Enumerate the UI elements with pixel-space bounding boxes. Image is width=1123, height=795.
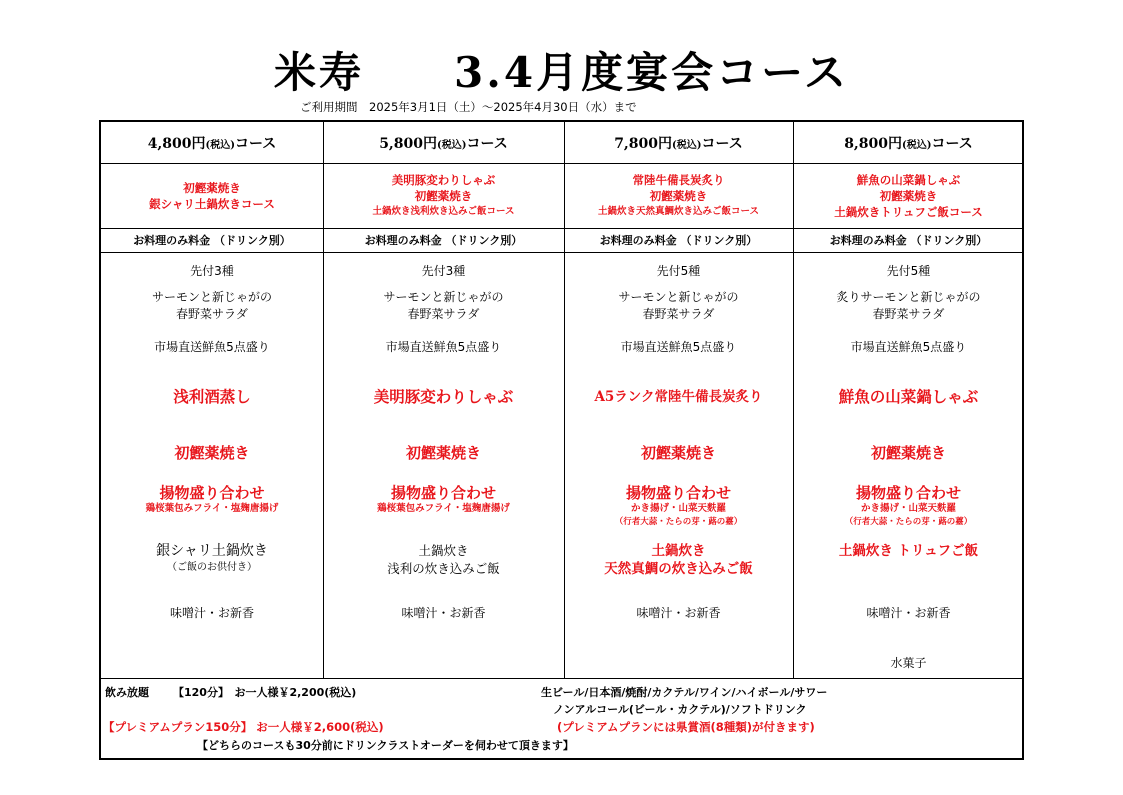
highlight-line: 土鍋炊き浅利炊き込みご飯コース	[372, 206, 515, 217]
menu-main-dish: 浅利酒蒸し	[173, 387, 251, 406]
course-title	[323, 122, 564, 164]
price-note: お料理のみ料金 （ドリンク別）	[133, 234, 291, 247]
drink-list-line-1: 生ビール/日本酒/焼酎/カクテル/ワイン/ハイボール/サワー	[541, 686, 828, 699]
course-column	[101, 122, 323, 678]
highlight-line: 初鰹薬焼き	[879, 189, 938, 203]
menu-salad	[101, 289, 323, 323]
menu-main-dish: A5ランク常陸牛備長炭炙り	[594, 389, 763, 405]
course-price: 7,800円	[614, 136, 673, 152]
menu-sashimi: 市場直送鮮魚5点盛り	[850, 340, 967, 354]
menu-salad	[564, 289, 793, 323]
menu-rice	[793, 542, 1024, 560]
menu-miso: 味噌汁・お新香	[401, 606, 486, 620]
menu-main-dish: 美明豚変わりしゃぶ	[373, 387, 514, 406]
menu-fried	[564, 484, 793, 528]
drink-list-line-2: ノンアルコール(ビール・カクテル)/ソフトドリンク	[553, 703, 807, 716]
premium-plan-note: (プレミアムプランには県賞酒(8種類)が付きます)	[557, 720, 815, 734]
menu-starter: 先付3種	[421, 264, 466, 278]
fried-detail: （行者大蒜・たらの芽・蕗の薹）	[614, 517, 743, 527]
course-price: 4,800円	[147, 136, 206, 152]
highlight-line: 常陸牛備長炭炙り	[632, 173, 725, 187]
drink-plan-section	[101, 678, 1022, 758]
highlight-line: 銀シャリ土鍋炊きコース	[149, 197, 275, 211]
price-note: お料理のみ料金 （ドリンク別）	[599, 234, 758, 247]
course-price: 5,800円	[379, 136, 438, 152]
price-note: お料理のみ料金 （ドリンク別）	[364, 234, 523, 247]
salad-line: 炙りサーモンと新じゃがの	[836, 290, 981, 304]
tax-label: (税込)	[437, 140, 467, 151]
fried-detail: かき揚げ・山菜天麩羅	[860, 503, 956, 514]
rice-line: 土鍋炊き	[651, 543, 706, 559]
course-highlights	[564, 164, 793, 228]
menu-miso: 味噌汁・お新香	[169, 606, 254, 620]
page-title: 米寿 3.4月度宴会コース	[274, 48, 849, 97]
tax-label: (税込)	[672, 140, 702, 151]
menu-fried	[793, 484, 1024, 528]
course-column	[323, 122, 564, 678]
fried-title: 揚物盛り合わせ	[390, 484, 496, 502]
salad-line: サーモンと新じゃがの	[383, 290, 504, 304]
menu-bonito: 初鰹薬焼き	[640, 444, 716, 462]
highlight-line: 美明豚変わりしゃぶ	[391, 173, 496, 187]
course-title	[101, 122, 323, 164]
premium-drink-plan: 【プレミアムプラン150分】 お一人様￥2,600(税込)	[103, 720, 384, 734]
course-column	[793, 122, 1024, 678]
menu-fried	[323, 484, 564, 516]
course-highlights	[323, 164, 564, 228]
menu-bonito: 初鰹薬焼き	[405, 444, 481, 462]
menu-starter: 先付5種	[656, 264, 701, 278]
menu-rice	[564, 542, 793, 578]
salad-line: サーモンと新じゃがの	[151, 290, 272, 304]
menu-sashimi: 市場直送鮮魚5点盛り	[385, 340, 502, 354]
last-order-note: 【どちらのコースも30分前にドリンクラストオーダーを伺わせて頂きます】	[197, 739, 574, 752]
salad-line: 春野菜サラダ	[872, 307, 945, 321]
course-suffix: コース	[931, 136, 973, 152]
salad-line: 春野菜サラダ	[176, 307, 248, 321]
fried-detail: 鶏桜葉包みフライ・塩麹唐揚げ	[145, 503, 279, 514]
menu-rice	[101, 542, 323, 575]
highlight-line: 初鰹薬焼き	[414, 189, 473, 203]
course-suffix: コース	[701, 136, 743, 152]
rice-line: （ご飯のお供付き）	[167, 562, 257, 573]
menu-miso: 味噌汁・お新香	[636, 606, 721, 620]
course-title	[793, 122, 1024, 164]
course-column	[564, 122, 793, 678]
rice-line: 銀シャリ土鍋炊き	[156, 543, 268, 559]
usage-period: ご利用期間 2025年3月1日（土）～2025年4月30日（水）まで	[300, 100, 637, 114]
menu-sashimi: 市場直送鮮魚5点盛り	[154, 340, 270, 354]
rice-line: 浅利の炊き込みご飯	[387, 561, 500, 576]
course-title	[564, 122, 793, 164]
tax-label: (税込)	[902, 140, 932, 151]
salad-line: 春野菜サラダ	[407, 307, 480, 321]
fried-title: 揚物盛り合わせ	[855, 484, 961, 502]
course-table	[99, 120, 1024, 760]
menu-rice	[323, 542, 564, 578]
highlight-line: 初鰹薬焼き	[183, 181, 241, 195]
menu-main-dish: 鮮魚の山菜鍋しゃぶ	[838, 387, 979, 406]
course-highlights	[101, 164, 323, 228]
drink-plan-label: 飲み放題	[105, 686, 149, 699]
menu-miso: 味噌汁・お新香	[866, 606, 951, 620]
fried-detail: （行者大蒜・たらの芽・蕗の薹）	[844, 517, 973, 527]
highlight-line: 土鍋炊き天然真鯛炊き込みご飯コース	[597, 206, 760, 217]
fried-title: 揚物盛り合わせ	[625, 484, 731, 502]
menu-starter: 先付5種	[886, 264, 931, 278]
rice-line: 天然真鯛の炊き込みご飯	[604, 561, 753, 577]
tax-label: (税込)	[205, 140, 235, 151]
rice-line: 土鍋炊き	[418, 543, 469, 558]
salad-line: 春野菜サラダ	[642, 307, 715, 321]
menu-sashimi: 市場直送鮮魚5点盛り	[620, 340, 737, 354]
course-price: 8,800円	[844, 136, 903, 152]
fried-detail: かき揚げ・山菜天麩羅	[630, 503, 726, 514]
fried-title: 揚物盛り合わせ	[159, 484, 265, 502]
menu-bonito: 初鰹薬焼き	[870, 444, 946, 462]
course-suffix: コース	[235, 136, 277, 152]
salad-line: サーモンと新じゃがの	[618, 290, 739, 304]
course-suffix: コース	[466, 136, 508, 152]
course-highlights	[793, 164, 1024, 228]
rice-line: 土鍋炊き トリュフご飯	[838, 543, 979, 559]
menu-sweets: 水菓子	[890, 656, 927, 670]
highlight-line: 土鍋炊きトリュフご飯コース	[834, 205, 983, 219]
price-note: お料理のみ料金 （ドリンク別）	[829, 234, 988, 247]
menu-salad	[323, 289, 564, 323]
menu-starter: 先付3種	[190, 264, 234, 278]
highlight-line: 初鰹薬焼き	[649, 189, 708, 203]
menu-bonito: 初鰹薬焼き	[174, 444, 250, 462]
standard-drink-plan: 【120分】 お一人様￥2,200(税込)	[173, 686, 357, 699]
menu-fried	[101, 484, 323, 516]
menu-salad	[793, 289, 1024, 323]
fried-detail: 鶏桜葉包みフライ・塩麹唐揚げ	[377, 503, 510, 514]
highlight-line: 鮮魚の山菜鍋しゃぶ	[856, 173, 961, 187]
